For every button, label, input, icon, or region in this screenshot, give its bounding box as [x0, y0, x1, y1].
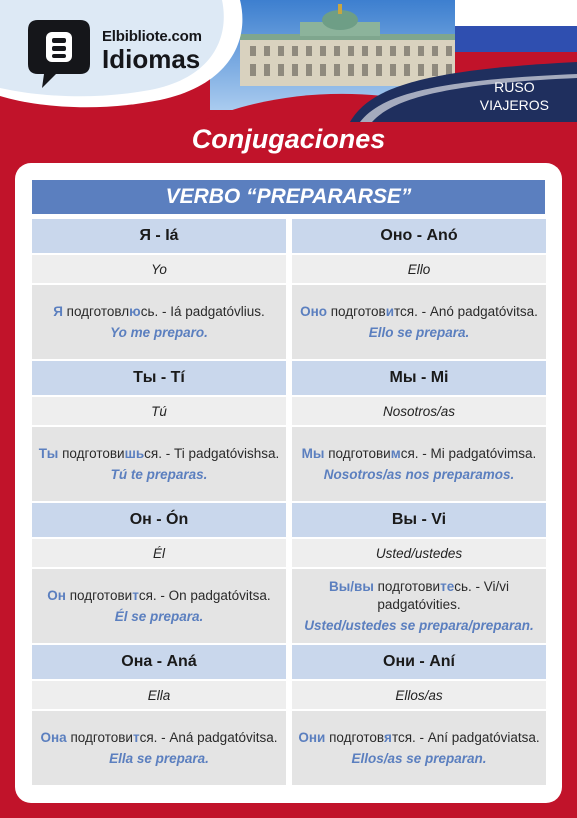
table-title: VERBO “PREPARARSE”	[32, 180, 545, 214]
header-banner	[0, 0, 577, 122]
russian-example: Я подготовлюсь. - Iá padgatóvlius.	[53, 304, 265, 319]
example-cell	[292, 709, 546, 785]
example-cell	[292, 283, 546, 359]
spanish-translation: Él se prepara.	[114, 609, 204, 624]
pronoun-header: Он - Ón	[32, 501, 286, 537]
section-title: Conjugaciones	[191, 124, 386, 154]
russian-example: Они подготовятся. - Aní padgatóviatsa.	[298, 730, 540, 745]
conjugation-table	[32, 217, 546, 785]
spanish-pronoun: Ellos/as	[292, 679, 546, 709]
russian-example: Он подготовится. - On padgatóvitsa.	[47, 588, 271, 603]
example-cell	[292, 425, 546, 501]
example-cell	[32, 283, 286, 359]
russian-example: Ты подготовишься. - Ti padgatóvishsa.	[38, 446, 280, 461]
spanish-pronoun: Ello	[292, 253, 546, 283]
russian-example: Вы/вы подготовитесь. - Vi/vi padgatóvities.	[328, 579, 510, 612]
spanish-translation: Yo me preparo.	[110, 325, 208, 340]
spanish-pronoun: Nosotros/as	[292, 395, 546, 425]
logo-text	[102, 28, 202, 72]
russian-example: Мы подготовимся. - Mi padgatóvimsa.	[301, 446, 537, 461]
spanish-translation: Ello se prepara.	[368, 325, 470, 340]
spanish-pronoun: Usted/ustedes	[292, 537, 546, 567]
spanish-translation: Usted/ustedes se prepara/preparan.	[304, 618, 534, 633]
brand-site: Elbibliote.com	[102, 28, 202, 45]
pronoun-header: Она - Aná	[32, 643, 286, 679]
example-cell	[32, 567, 286, 643]
example-cell	[32, 709, 286, 785]
spanish-pronoun: Él	[32, 537, 286, 567]
badge-level: VIAJEROS	[479, 97, 549, 113]
spanish-translation: Ella se prepara.	[109, 751, 209, 766]
course-badge	[480, 78, 549, 114]
spanish-pronoun: Tú	[32, 395, 286, 425]
pronoun-header: Оно - Anó	[292, 217, 546, 253]
spanish-translation: Ellos/as se preparan.	[351, 751, 487, 766]
pronoun-header: Я - Iá	[32, 217, 286, 253]
pronoun-header: Вы - Vi	[292, 501, 546, 537]
spanish-pronoun: Yo	[32, 253, 286, 283]
russian-example: Оно подготовится. - Anó padgatóvitsa.	[300, 304, 538, 319]
pronoun-header: Мы - Mi	[292, 359, 546, 395]
spanish-translation: Nosotros/as nos preparamos.	[323, 467, 515, 482]
spanish-pronoun: Ella	[32, 679, 286, 709]
russian-example: Она подготовится. - Aná padgatóvitsa.	[40, 730, 278, 745]
spanish-translation: Tú te preparas.	[110, 467, 208, 482]
pronoun-header: Они - Aní	[292, 643, 546, 679]
brand-name: Idiomas	[102, 44, 201, 74]
pronoun-header: Ты - Tí	[32, 359, 286, 395]
badge-language: RUSO	[494, 79, 535, 95]
example-cell	[292, 567, 546, 643]
example-cell	[32, 425, 286, 501]
